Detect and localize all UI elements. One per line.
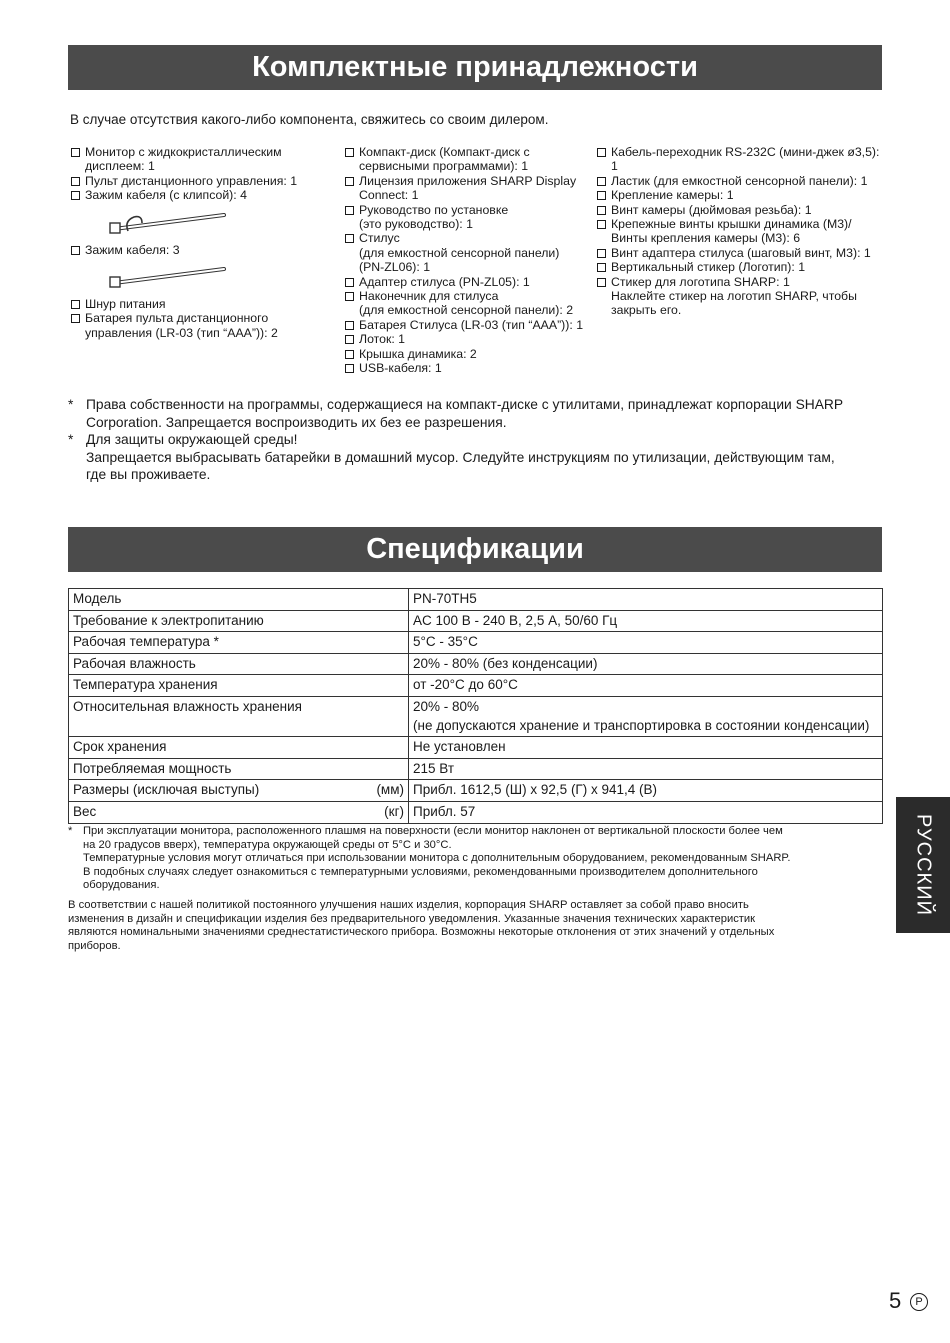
- accessory-item: [70, 188, 335, 202]
- accessory-text: закрыть его.: [611, 303, 682, 318]
- spec-value: 20% - 80%: [413, 698, 480, 714]
- accessory-item: [596, 260, 886, 274]
- spec-row: [69, 696, 883, 736]
- spec-label: Размеры (исключая выступы): [73, 782, 260, 798]
- spec-value: 20% - 80% (без конденсации): [413, 655, 598, 671]
- spec-value-cell: [409, 737, 883, 759]
- spec-value-cell: [409, 675, 883, 697]
- spec-label-cell: [69, 632, 409, 654]
- accessories-column-2: [344, 145, 594, 376]
- spec-label-cell: [69, 696, 409, 736]
- spec-label: Температура хранения: [73, 677, 218, 693]
- footnote-line: оборудования.: [83, 879, 160, 892]
- spec-value: (не допускаются хранение и транспортировка в состоянии конденсации): [413, 717, 870, 733]
- accessory-text: Наконечник для стилуса: [359, 289, 499, 304]
- accessories-notes: [68, 396, 878, 484]
- spec-value: AC 100 В - 240 В, 2,5 А, 50/60 Гц: [413, 612, 618, 628]
- checkbox-icon: [597, 191, 606, 200]
- accessory-item: [596, 145, 886, 174]
- spec-row: [69, 737, 883, 759]
- spec-label-cell: [69, 589, 409, 611]
- accessory-item: [70, 243, 335, 257]
- language-tab-label: РУССКИЙ: [912, 814, 935, 916]
- policy-line: являются номинальными значениями среднестатистического прибора. Возможны некоторые отклонения от этих значений у отдельных: [68, 926, 775, 939]
- spec-label: Рабочая температура *: [73, 634, 219, 650]
- checkbox-icon: [345, 321, 354, 330]
- accessory-item: [70, 311, 335, 340]
- spec-value-cell: [409, 780, 883, 802]
- spec-value-cell: [409, 653, 883, 675]
- note-line: Для защиты окружающей среды!: [86, 432, 298, 447]
- checkbox-icon: [345, 206, 354, 215]
- accessory-text: Адаптер стилуса (PN-ZL05): 1: [359, 274, 530, 289]
- note-asterisk: *: [68, 432, 74, 447]
- accessory-text: сервисными программами): 1: [359, 159, 529, 174]
- accessories-column-3: [596, 145, 886, 318]
- accessory-text: Компакт-диск (Компакт-диск с: [359, 145, 530, 159]
- checkbox-icon: [71, 177, 80, 186]
- footnote-line: В подобных случаях следует ознакомиться с температурными условиями, рекомендованными производителем дополнительного: [83, 865, 758, 878]
- accessory-text: Крепежные винты крышки динамика (M3)/: [611, 217, 852, 232]
- spec-row: [69, 801, 883, 823]
- footnote-line: При эксплуатации монитора, расположенного плашмя на поверхности (если монитор наклонен от вертикальной плоскости более чем: [83, 825, 783, 837]
- accessory-text: Винты крепления камеры (M3): 6: [611, 231, 801, 246]
- policy-line: изменения в дизайн и спецификации изделия без предварительного уведомления. Указанные значения технических характеристик: [68, 912, 756, 925]
- accessory-item: [344, 275, 594, 289]
- accessory-item: [596, 188, 886, 202]
- note-asterisk: *: [68, 397, 74, 412]
- checkbox-icon: [597, 278, 606, 287]
- footnote-line: Температурные условия могут отличаться при использовании монитора с дополнительным оборудованием, рекомендованным SHARP.: [83, 852, 791, 865]
- spec-label-cell: [69, 801, 409, 823]
- spec-row: [69, 675, 883, 697]
- specs-notes: [68, 825, 883, 953]
- accessory-item: [344, 332, 594, 346]
- improvement-policy: [68, 899, 883, 953]
- policy-line: приборов.: [68, 939, 121, 952]
- spec-value-cell: [409, 696, 883, 736]
- checkbox-icon: [71, 246, 80, 255]
- checkbox-icon: [345, 292, 354, 301]
- accessory-item: [596, 203, 886, 217]
- accessory-text: дисплеем: 1: [85, 159, 155, 174]
- checkbox-icon: [71, 300, 80, 309]
- accessory-item: [596, 217, 886, 246]
- accessory-text: Крепление камеры: 1: [611, 188, 734, 203]
- accessory-text: Наклейте стикер на логотип SHARP, чтобы: [611, 289, 857, 304]
- spec-label-cell: [69, 675, 409, 697]
- cable-clamp-illustration: [106, 263, 236, 291]
- spec-unit: (мм): [376, 782, 404, 798]
- accessory-item: [344, 203, 594, 232]
- accessories-note: [68, 431, 878, 484]
- spec-value: Прибл. 1612,5 (Ш) x 92,5 (Г) x 941,4 (В): [413, 782, 658, 798]
- accessory-text: (для емкостной сенсорной панели): [359, 245, 560, 260]
- checkbox-icon: [71, 148, 80, 157]
- checkbox-icon: [345, 148, 354, 157]
- accessory-item: [70, 174, 335, 188]
- accessory-text: Монитор с жидкокристаллическим: [85, 145, 282, 159]
- spec-value: 215 Вт: [413, 760, 455, 776]
- spec-label: Требование к электропитанию: [73, 612, 264, 628]
- specs-title: Спецификации: [68, 527, 882, 572]
- accessory-item: [344, 145, 594, 174]
- accessory-item: [596, 246, 886, 260]
- accessory-item: [344, 318, 594, 332]
- spec-value-cell: [409, 610, 883, 632]
- checkbox-icon: [71, 191, 80, 200]
- spec-label-cell: [69, 758, 409, 780]
- accessory-text: Винт камеры (дюймовая резьба): 1: [611, 202, 812, 217]
- accessory-text: Крышка динамика: 2: [359, 346, 477, 361]
- spec-row: [69, 632, 883, 654]
- accessories-intro: В случае отсутствия какого-либо компонента, свяжитесь со своим дилером.: [70, 112, 549, 127]
- accessory-text: Зажим кабеля (с клипсой): 4: [85, 188, 247, 203]
- spec-label-cell: [69, 610, 409, 632]
- checkbox-icon: [597, 148, 606, 157]
- spec-value: Прибл. 57: [413, 803, 476, 819]
- checkbox-icon: [345, 364, 354, 373]
- spec-label: Срок хранения: [73, 739, 167, 755]
- note-line: где вы проживаете.: [86, 467, 211, 482]
- accessory-item: [596, 174, 886, 188]
- accessory-item: [344, 231, 594, 274]
- spec-row: [69, 610, 883, 632]
- spec-value: Не установлен: [413, 739, 506, 755]
- footnote-line: на 20 градусов вверх), температура окружающей среды от 5°C и 30°C.: [83, 838, 452, 851]
- spec-label-cell: [69, 653, 409, 675]
- accessory-text: Ластик (для емкостной сенсорной панели): 1: [611, 173, 868, 188]
- accessory-text: Руководство по установке: [359, 202, 509, 217]
- accessory-item: [344, 347, 594, 361]
- spec-value-cell: [409, 632, 883, 654]
- checkbox-icon: [597, 249, 606, 258]
- spec-label: Рабочая влажность: [73, 655, 196, 671]
- accessory-item: [596, 275, 886, 318]
- accessory-text: Кабель-переходник RS-232C (мини-джек ø3,5): 1: [611, 145, 880, 174]
- page-language-mark: P: [910, 1293, 928, 1311]
- specs-table: [68, 588, 883, 824]
- spec-row: [69, 758, 883, 780]
- language-tab: [896, 797, 950, 933]
- accessory-text: Лицензия приложения SHARP Display: [359, 173, 577, 188]
- accessory-text: Винт адаптера стилуса (шаговый винт, M3): 1: [611, 245, 871, 260]
- accessory-text: Стикер для логотипа SHARP: 1: [611, 274, 790, 289]
- accessory-text: Connect: 1: [359, 188, 419, 203]
- spec-label-cell: [69, 780, 409, 802]
- temperature-footnote: [68, 825, 883, 893]
- checkbox-icon: [345, 177, 354, 186]
- page-number: 5: [889, 1288, 902, 1313]
- spec-value-cell: [409, 801, 883, 823]
- accessory-text: Пульт дистанционного управления: 1: [85, 173, 298, 188]
- spec-value-cell: [409, 758, 883, 780]
- accessory-item: [344, 289, 594, 318]
- checkbox-icon: [597, 220, 606, 229]
- note-line: Corporation. Запрещается воспроизводить их без ее разрешения.: [86, 414, 507, 430]
- spec-label: Модель: [73, 591, 122, 606]
- checkbox-icon: [345, 350, 354, 359]
- accessory-text: Зажим кабеля: 3: [85, 242, 180, 257]
- accessory-text: управления (LR-03 (тип “AAA”)): 2: [85, 325, 278, 340]
- spec-value: от -20°C до 60°C: [413, 677, 518, 693]
- checkbox-icon: [345, 278, 354, 287]
- spec-label-cell: [69, 737, 409, 759]
- accessory-item: [70, 145, 335, 174]
- accessory-item: [70, 297, 335, 311]
- spec-value-cell: [409, 589, 883, 611]
- checkbox-icon: [597, 177, 606, 186]
- accessory-item: [344, 174, 594, 203]
- spec-unit: (кг): [384, 803, 404, 819]
- policy-line: В соответствии с нашей политикой постоянного улучшения наших изделия, корпорация SHARP оставляет за собой право вносить: [68, 898, 749, 911]
- accessory-text: (для емкостной сенсорной панели): 2: [359, 303, 574, 318]
- accessory-text: Лоток: 1: [359, 332, 406, 347]
- accessories-column-1: [70, 145, 335, 340]
- accessory-text: Батарея Стилуса (LR-03 (тип “AAA”)): 1: [359, 317, 584, 332]
- accessories-title: Комплектные принадлежности: [68, 45, 882, 90]
- spec-row: [69, 780, 883, 802]
- checkbox-icon: [597, 206, 606, 215]
- spec-label: Потребляемая мощность: [73, 760, 232, 776]
- accessories-note: [68, 396, 878, 431]
- checkbox-icon: [597, 263, 606, 272]
- spec-label: Вес: [73, 803, 97, 819]
- accessory-text: USB-кабеля: 1: [359, 361, 442, 376]
- accessory-text: (PN-ZL06): 1: [359, 260, 431, 275]
- spec-value: 5°C - 35°C: [413, 634, 478, 650]
- cable-clamp-with-clip-illustration: [106, 209, 236, 237]
- accessory-text: Батарея пульта дистанционного: [85, 311, 269, 326]
- accessory-item: [344, 361, 594, 375]
- checkbox-icon: [345, 335, 354, 344]
- footnote-asterisk: *: [68, 825, 73, 837]
- checkbox-icon: [71, 314, 80, 323]
- note-line: Права собственности на программы, содержащиеся на компакт-диске с утилитами, принадлежат корпорации SHARP: [86, 397, 844, 412]
- spec-label: Относительная влажность хранения: [73, 698, 302, 714]
- checkbox-icon: [345, 234, 354, 243]
- spec-row: [69, 653, 883, 675]
- accessory-text: Шнур питания: [85, 297, 166, 312]
- spec-value: PN-70TH5: [413, 591, 477, 606]
- spec-row: [69, 589, 883, 611]
- accessory-text: Вертикальный стикер (Логотип): 1: [611, 260, 806, 275]
- accessory-text: (это руководство): 1: [359, 217, 473, 232]
- accessory-text: Стилус: [359, 231, 400, 246]
- note-line: Запрещается выбрасывать батарейки в домашний мусор. Следуйте инструкциям по утилизации, действующим там,: [86, 449, 835, 465]
